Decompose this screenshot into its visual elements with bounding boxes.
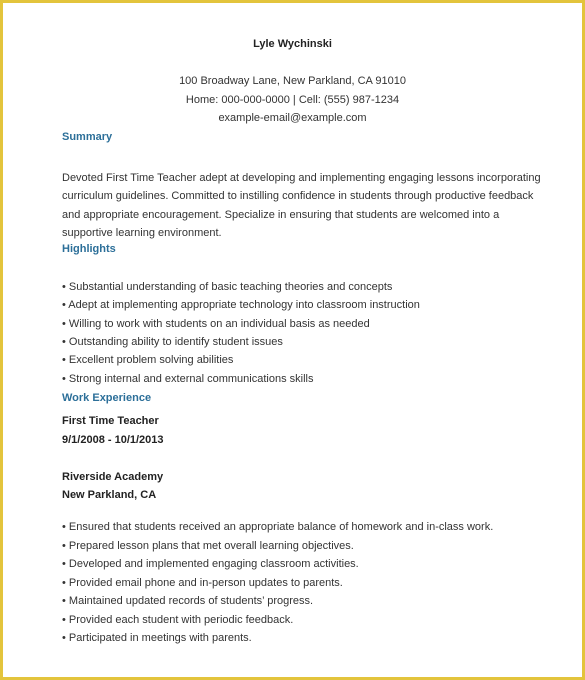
highlight-item: • Excellent problem solving abilities xyxy=(62,354,234,366)
summary-line: curriculum guidelines. Committed to instilling confidence in students through productive feedback xyxy=(62,190,534,202)
summary-line: supportive learning environment. xyxy=(62,227,222,239)
duty-item: • Ensured that students received an appropriate balance of homework and in-class work. xyxy=(62,521,494,533)
summary-line: Devoted First Time Teacher adept at developing and implementing engaging lessons incorporating xyxy=(62,172,541,184)
email-line: example-email@example.com xyxy=(218,112,367,124)
duty-item: • Provided email phone and in-person updates to parents. xyxy=(62,577,343,589)
work-experience-heading: Work Experience xyxy=(62,392,152,404)
job-dates: 9/1/2008 - 10/1/2013 xyxy=(62,434,164,446)
phone-line: Home: 000-000-0000 | Cell: (555) 987-1234 xyxy=(185,94,400,106)
duty-item: • Prepared lesson plans that met overall learning objectives. xyxy=(62,540,354,552)
highlights-heading: Highlights xyxy=(62,243,116,255)
highlight-item: • Willing to work with students on an individual basis as needed xyxy=(62,318,370,330)
job-title: First Time Teacher xyxy=(62,415,159,427)
candidate-name: Lyle Wychinski xyxy=(253,38,332,50)
summary-heading: Summary xyxy=(62,131,113,143)
duty-item: • Developed and implemented engaging classroom activities. xyxy=(62,558,359,570)
employer-name: Riverside Academy xyxy=(62,471,164,483)
address-line: 100 Broadway Lane, New Parkland, CA 91010 xyxy=(179,75,406,87)
summary-line: and appropriate encouragement. Specialize in ensuring that students are welcomed into a xyxy=(62,209,500,221)
highlight-item: • Strong internal and external communications skills xyxy=(62,373,314,385)
highlight-item: • Adept at implementing appropriate technology into classroom instruction xyxy=(62,299,420,311)
employer-location: New Parkland, CA xyxy=(62,489,157,501)
highlight-item: • Substantial understanding of basic teaching theories and concepts xyxy=(62,281,393,293)
highlight-item: • Outstanding ability to identify student issues xyxy=(62,336,283,348)
duty-item: • Participated in meetings with parents. xyxy=(62,632,252,644)
duty-item: • Provided each student with periodic feedback. xyxy=(62,614,294,626)
duty-item: • Maintained updated records of students’ progress. xyxy=(62,595,314,607)
